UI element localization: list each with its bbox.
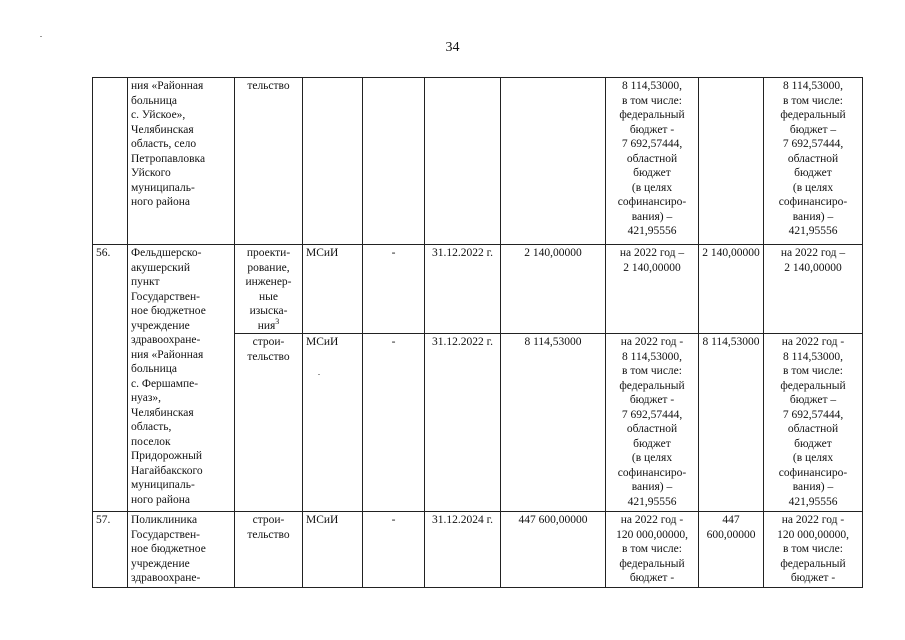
dash-cell: -	[363, 245, 425, 334]
department-cell: МСиИ	[303, 334, 363, 512]
table-row	[93, 512, 863, 588]
object-name-cell: Поликлиника Государствен- ное бюджетное учреждение здравоохране-	[128, 512, 235, 588]
limit-cell: 8 114,53000	[699, 334, 764, 512]
department-cell: МСиИ	[303, 245, 363, 334]
footnote-marker: 3	[275, 316, 280, 326]
object-name-cell: ния «Районная больница с. Уйское», Челябинская область, село Петропавловка Уйского муниципаль- ного района	[128, 78, 235, 245]
cost-cell	[501, 78, 606, 245]
total-financing-cell: на 2022 год – 2 140,00000	[764, 245, 863, 334]
total-financing-cell: 8 114,53000, в том числе: федеральный бюджет – 7 692,57444, областной бюджет (в целях софинансиро- вания) – 421,95556	[764, 78, 863, 245]
row-number-cell: 57.	[93, 512, 128, 588]
scan-speck	[318, 374, 320, 375]
financing-cell: на 2022 год – 2 140,00000	[606, 245, 699, 334]
row-number-cell: 56.	[93, 245, 128, 512]
limit-cell	[699, 78, 764, 245]
department-cell: МСиИ	[303, 512, 363, 588]
deadline-cell: 31.12.2022 г.	[425, 334, 501, 512]
financing-cell: 8 114,53000, в том числе: федеральный бюджет - 7 692,57444, областной бюджет (в целях софинансиро- вания) – 421,95556	[606, 78, 699, 245]
stage-cell	[235, 245, 303, 334]
dash-cell: -	[363, 512, 425, 588]
stage-cell: строи- тельство	[235, 512, 303, 588]
table-row	[93, 78, 863, 245]
cost-cell: 2 140,00000	[501, 245, 606, 334]
page-number: 34	[445, 40, 460, 55]
financing-cell: на 2022 год - 120 000,00000, в том числе: федеральный бюджет -	[606, 512, 699, 588]
table-row	[93, 245, 863, 334]
stage-cell: тельство	[235, 78, 303, 245]
cost-cell: 8 114,53000	[501, 334, 606, 512]
financing-cell: на 2022 год - 8 114,53000, в том числе: федеральный бюджет - 7 692,57444, областной бюджет (в целях софинансиро- вания) – 421,95556	[606, 334, 699, 512]
object-name-cell: Фельдшерско- акушерский пункт Государствен- ное бюджетное учреждение здравоохране- ния «Районная больница с. Фершампе- нуаз», Челябинская область, поселок Придорожный Нагайбакского муниципаль- ного района	[128, 245, 235, 512]
row-number-cell	[93, 78, 128, 245]
limit-cell: 2 140,00000	[699, 245, 764, 334]
stage-cell: строи- тельство	[235, 334, 303, 512]
deadline-cell	[425, 78, 501, 245]
deadline-cell: 31.12.2022 г.	[425, 245, 501, 334]
total-financing-cell: на 2022 год - 120 000,00000, в том числе: федеральный бюджет -	[764, 512, 863, 588]
total-financing-cell: на 2022 год - 8 114,53000, в том числе: федеральный бюджет – 7 692,57444, областной бюджет (в целях софинансиро- вания) – 421,95556	[764, 334, 863, 512]
stage-text: проекти- рование, инженер- ные изыска- ния	[245, 247, 292, 332]
budget-table	[92, 77, 863, 588]
deadline-cell: 31.12.2024 г.	[425, 512, 501, 588]
limit-cell: 447 600,00000	[699, 512, 764, 588]
department-cell	[303, 78, 363, 245]
scan-speck	[40, 36, 42, 37]
cost-cell: 447 600,00000	[501, 512, 606, 588]
dash-cell	[363, 78, 425, 245]
dash-cell: -	[363, 334, 425, 512]
